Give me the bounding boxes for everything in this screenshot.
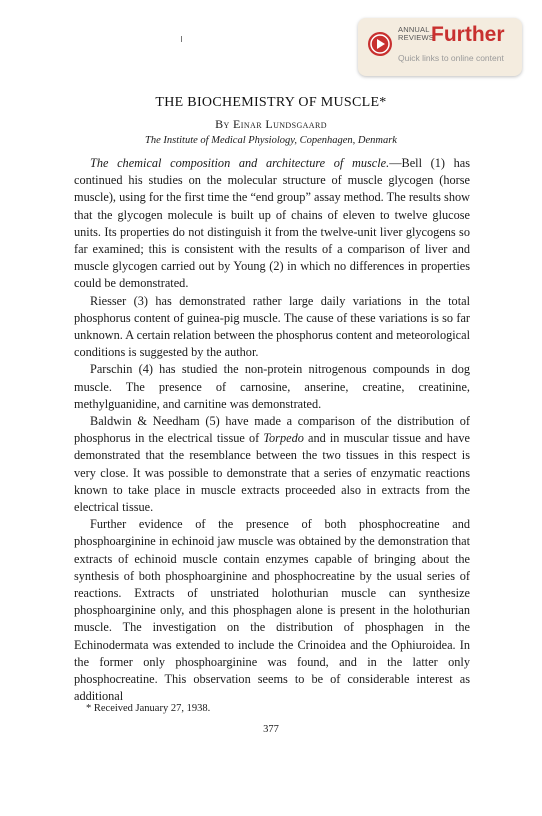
article-title: THE BIOCHEMISTRY OF MUSCLE* bbox=[155, 95, 387, 110]
section-heading: The chemical composition and architecture of muscle. bbox=[90, 156, 390, 170]
paragraph-1 bbox=[74, 155, 470, 293]
paragraph-text: —Bell (1) has continued his studies on the molecular structure of muscle glycogen (horse muscle), using for the first time the “end group” assay method. The results show that the glycogen molecule is built up of chains of eleven to twelve glucose units. Its properties do not distinguish it from the twelve-unit liver glycogens so far examined; this is consistent with the results of a comparison of liver and muscle glycogen carried out by Young (2) in which no differences in properties could be demonstrated. bbox=[74, 156, 471, 291]
stray-mark bbox=[181, 36, 182, 42]
affiliation: The Institute of Medical Physiology, Copenhagen, Denmark bbox=[145, 135, 397, 146]
author-name: By Einar Lundsgaard bbox=[215, 117, 327, 131]
further-subtitle: Quick links to online content bbox=[398, 53, 504, 63]
annual-reviews-label: ANNUAL REVIEWS bbox=[398, 25, 434, 42]
article-body bbox=[74, 155, 470, 706]
footnote: * Received January 27, 1938. bbox=[86, 703, 211, 714]
page-number: 377 bbox=[263, 724, 279, 735]
play-circle-icon bbox=[366, 30, 394, 58]
paragraph-5: Further evidence of the presence of both phosphocreatine and phosphoarginine in echinoid jaw muscle was obtained by the demonstration that extracts of echinoid muscle contain enzymes capable of bringing about the synthesis of both phosphoarginine and phosphocreatine by the usual series of reactions. Extracts of unstriated holothurian muscle can synthesize phosphoarginine only, and this phosphagen alone is present in the holothurian muscle. The investigation on the distribution of phosphagen in the Echinodermata was extended to include the Crinoidea and the Ophiuroidea. In the former only phosphoarginine was found, and in the latter only phosphocreatine. This observation seems to be of considerable interest as additional bbox=[74, 517, 470, 704]
paragraph-text: and in muscular tissue and have demonstrated that the resemblance between the two tissues in this respect is very close. It was possible to demonstrate that a series of enzymatic reactions known to take place in muscle extracts proceeded also in extracts from the electrical tissue. bbox=[74, 431, 470, 515]
paragraph-3: Parschin (4) has studied the non-protein nitrogenous compounds in dog muscle. The presence of carnosine, anserine, creatine, creatinine, methylguanidine, and carnitine was demonstrated. bbox=[74, 362, 470, 411]
italic-term: Torpedo bbox=[263, 431, 304, 446]
paragraph-2: Riesser (3) has demonstrated rather large daily variations in the total phosphorus content of guinea-pig muscle. The cause of these variations is so far unknown. A certain relation between the phosphorus content and meteorological conditions is suggested by the author. bbox=[74, 293, 470, 360]
paragraph-4 bbox=[74, 413, 470, 516]
further-links-widget[interactable] bbox=[358, 18, 522, 76]
further-title: Further bbox=[431, 23, 505, 46]
author-line bbox=[0, 117, 542, 132]
paragraph-text: Baldwin & Needham (5) have made a comparison of the distribution of phosphorus in the electrical tissue of bbox=[74, 414, 470, 446]
